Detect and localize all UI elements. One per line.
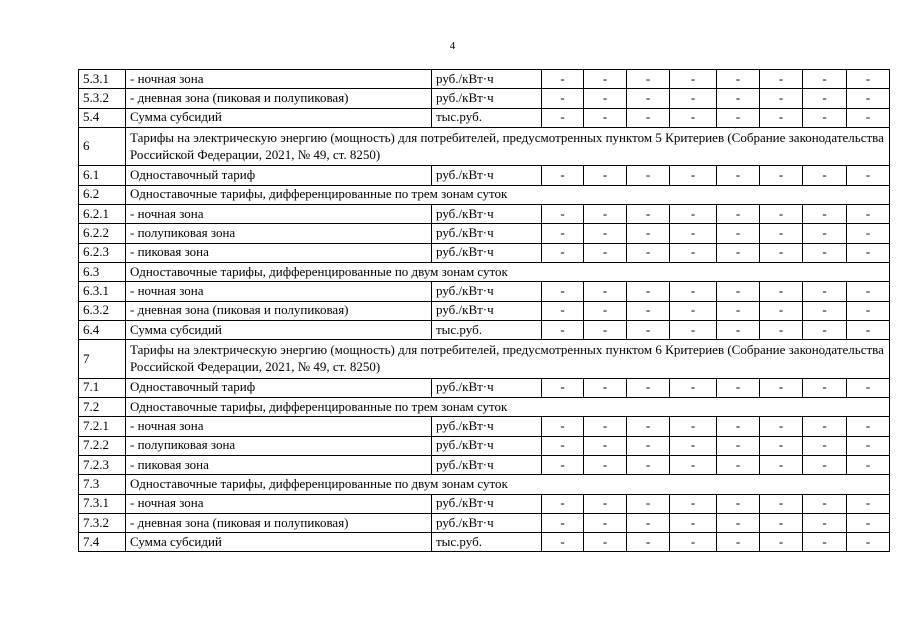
value-cell: - (542, 282, 584, 301)
value-cell: - (717, 494, 760, 513)
row-number: 7 (79, 340, 126, 379)
row-name: - ночная зона (126, 494, 432, 513)
row-unit: руб./кВт·ч (432, 417, 542, 436)
table-row (79, 378, 890, 397)
row-number: 6.2.3 (79, 243, 126, 262)
value-cell: - (717, 70, 760, 89)
row-unit: тыс.руб. (432, 320, 542, 339)
value-cell: - (847, 494, 890, 513)
value-cell: - (627, 436, 670, 455)
row-unit: руб./кВт·ч (432, 282, 542, 301)
row-number: 7.3.1 (79, 494, 126, 513)
table-row (79, 436, 890, 455)
value-cell: - (584, 513, 627, 532)
value-cell: - (584, 455, 627, 474)
value-cell: - (670, 243, 717, 262)
value-cell: - (670, 494, 717, 513)
row-name: - ночная зона (126, 70, 432, 89)
row-number: 7.2.3 (79, 455, 126, 474)
table-row (79, 205, 890, 224)
row-name: - полупиковая зона (126, 224, 432, 243)
value-cell: - (803, 205, 847, 224)
table-body (79, 70, 890, 552)
value-cell: - (627, 166, 670, 185)
value-cell: - (760, 243, 803, 262)
value-cell: - (847, 436, 890, 455)
value-cell: - (847, 108, 890, 127)
table-row (79, 224, 890, 243)
table-row (79, 475, 890, 494)
value-cell: - (627, 224, 670, 243)
value-cell: - (717, 224, 760, 243)
value-cell: - (670, 108, 717, 127)
row-unit: руб./кВт·ч (432, 455, 542, 474)
value-cell: - (670, 301, 717, 320)
value-cell: - (542, 166, 584, 185)
subsection-header-text: Одноставочные тарифы, дифференцированные по трем зонам суток (126, 185, 890, 204)
table-row (79, 108, 890, 127)
row-name: Сумма субсидий (126, 533, 432, 552)
value-cell: - (847, 533, 890, 552)
value-cell: - (584, 224, 627, 243)
value-cell: - (542, 455, 584, 474)
table-row (79, 262, 890, 281)
table-row (79, 494, 890, 513)
value-cell: - (847, 417, 890, 436)
value-cell: - (584, 417, 627, 436)
value-cell: - (717, 455, 760, 474)
value-cell: - (803, 282, 847, 301)
value-cell: - (627, 320, 670, 339)
row-number: 6.1 (79, 166, 126, 185)
row-name: - дневная зона (пиковая и полупиковая) (126, 89, 432, 108)
value-cell: - (542, 378, 584, 397)
value-cell: - (584, 89, 627, 108)
value-cell: - (584, 494, 627, 513)
row-number: 6.2.2 (79, 224, 126, 243)
value-cell: - (627, 108, 670, 127)
row-unit: руб./кВт·ч (432, 301, 542, 320)
row-number: 6.2.1 (79, 205, 126, 224)
value-cell: - (542, 417, 584, 436)
value-cell: - (627, 301, 670, 320)
table-row (79, 513, 890, 532)
table-row (79, 398, 890, 417)
value-cell: - (542, 320, 584, 339)
value-cell: - (803, 301, 847, 320)
value-cell: - (803, 166, 847, 185)
row-number: 6.3.2 (79, 301, 126, 320)
value-cell: - (847, 455, 890, 474)
value-cell: - (670, 320, 717, 339)
row-name: - дневная зона (пиковая и полупиковая) (126, 513, 432, 532)
row-name: - пиковая зона (126, 243, 432, 262)
value-cell: - (670, 455, 717, 474)
value-cell: - (847, 166, 890, 185)
value-cell: - (670, 89, 717, 108)
row-name: Сумма субсидий (126, 108, 432, 127)
value-cell: - (803, 533, 847, 552)
table-row (79, 282, 890, 301)
value-cell: - (670, 378, 717, 397)
row-number: 6.2 (79, 185, 126, 204)
row-unit: руб./кВт·ч (432, 243, 542, 262)
row-unit: руб./кВт·ч (432, 166, 542, 185)
row-unit: руб./кВт·ч (432, 224, 542, 243)
row-name: - ночная зона (126, 417, 432, 436)
row-number: 5.3.1 (79, 70, 126, 89)
table-row (79, 166, 890, 185)
value-cell: - (717, 243, 760, 262)
value-cell: - (627, 513, 670, 532)
value-cell: - (717, 205, 760, 224)
row-unit: руб./кВт·ч (432, 205, 542, 224)
row-number: 7.3 (79, 475, 126, 494)
value-cell: - (584, 282, 627, 301)
row-unit: руб./кВт·ч (432, 89, 542, 108)
row-number: 7.1 (79, 378, 126, 397)
value-cell: - (627, 455, 670, 474)
row-number: 5.3.2 (79, 89, 126, 108)
row-name: - ночная зона (126, 205, 432, 224)
value-cell: - (627, 533, 670, 552)
value-cell: - (542, 243, 584, 262)
row-unit: тыс.руб. (432, 533, 542, 552)
value-cell: - (584, 320, 627, 339)
row-unit: руб./кВт·ч (432, 378, 542, 397)
value-cell: - (760, 417, 803, 436)
value-cell: - (542, 205, 584, 224)
value-cell: - (760, 70, 803, 89)
value-cell: - (760, 301, 803, 320)
table-row (79, 185, 890, 204)
row-number: 6 (79, 127, 126, 166)
row-name: - ночная зона (126, 282, 432, 301)
value-cell: - (847, 320, 890, 339)
value-cell: - (760, 89, 803, 108)
value-cell: - (717, 436, 760, 455)
tariff-table (78, 69, 890, 552)
row-name: - дневная зона (пиковая и полупиковая) (126, 301, 432, 320)
row-name: - полупиковая зона (126, 436, 432, 455)
value-cell: - (584, 108, 627, 127)
value-cell: - (584, 70, 627, 89)
value-cell: - (670, 282, 717, 301)
value-cell: - (803, 513, 847, 532)
value-cell: - (847, 243, 890, 262)
value-cell: - (627, 494, 670, 513)
value-cell: - (803, 378, 847, 397)
row-number: 7.2 (79, 398, 126, 417)
value-cell: - (627, 243, 670, 262)
value-cell: - (760, 494, 803, 513)
value-cell: - (760, 533, 803, 552)
value-cell: - (584, 205, 627, 224)
row-number: 6.3.1 (79, 282, 126, 301)
value-cell: - (670, 166, 717, 185)
subsection-header-text: Одноставочные тарифы, дифференцированные по трем зонам суток (126, 398, 890, 417)
row-name: Сумма субсидий (126, 320, 432, 339)
value-cell: - (717, 533, 760, 552)
value-cell: - (670, 224, 717, 243)
value-cell: - (584, 533, 627, 552)
row-unit: тыс.руб. (432, 108, 542, 127)
value-cell: - (803, 224, 847, 243)
row-name: Одноставочный тариф (126, 166, 432, 185)
value-cell: - (760, 513, 803, 532)
value-cell: - (717, 513, 760, 532)
value-cell: - (760, 378, 803, 397)
table-row (79, 533, 890, 552)
row-number: 6.3 (79, 262, 126, 281)
value-cell: - (803, 243, 847, 262)
value-cell: - (717, 108, 760, 127)
row-number: 7.3.2 (79, 513, 126, 532)
value-cell: - (542, 70, 584, 89)
value-cell: - (542, 494, 584, 513)
value-cell: - (760, 166, 803, 185)
value-cell: - (542, 513, 584, 532)
row-name: Одноставочный тариф (126, 378, 432, 397)
table-row (79, 89, 890, 108)
value-cell: - (803, 455, 847, 474)
value-cell: - (847, 224, 890, 243)
value-cell: - (803, 108, 847, 127)
value-cell: - (717, 378, 760, 397)
table-row (79, 70, 890, 89)
value-cell: - (760, 320, 803, 339)
value-cell: - (670, 417, 717, 436)
table-row (79, 243, 890, 262)
value-cell: - (847, 282, 890, 301)
value-cell: - (717, 301, 760, 320)
value-cell: - (627, 282, 670, 301)
value-cell: - (803, 320, 847, 339)
table-row (79, 320, 890, 339)
value-cell: - (542, 108, 584, 127)
value-cell: - (584, 166, 627, 185)
value-cell: - (627, 417, 670, 436)
value-cell: - (847, 89, 890, 108)
value-cell: - (803, 70, 847, 89)
value-cell: - (803, 494, 847, 513)
value-cell: - (584, 243, 627, 262)
row-name: - пиковая зона (126, 455, 432, 474)
row-number: 6.4 (79, 320, 126, 339)
section-header-text: Тарифы на электрическую энергию (мощность) для потребителей, предусмотренных пунктом 5 Критериев (Собрание законодательства Российской Федерации, 2021, № 49, ст. 8250) (126, 127, 890, 166)
table-row (79, 127, 890, 166)
table-row (79, 340, 890, 379)
row-number: 5.4 (79, 108, 126, 127)
value-cell: - (584, 301, 627, 320)
value-cell: - (584, 436, 627, 455)
value-cell: - (670, 513, 717, 532)
value-cell: - (542, 533, 584, 552)
value-cell: - (627, 205, 670, 224)
value-cell: - (627, 378, 670, 397)
value-cell: - (803, 417, 847, 436)
value-cell: - (847, 205, 890, 224)
value-cell: - (760, 205, 803, 224)
value-cell: - (627, 89, 670, 108)
value-cell: - (803, 89, 847, 108)
value-cell: - (847, 378, 890, 397)
value-cell: - (670, 70, 717, 89)
value-cell: - (542, 436, 584, 455)
row-unit: руб./кВт·ч (432, 494, 542, 513)
value-cell: - (717, 320, 760, 339)
value-cell: - (847, 301, 890, 320)
value-cell: - (760, 224, 803, 243)
value-cell: - (542, 89, 584, 108)
value-cell: - (803, 436, 847, 455)
table-row (79, 455, 890, 474)
value-cell: - (717, 166, 760, 185)
value-cell: - (717, 89, 760, 108)
value-cell: - (542, 224, 584, 243)
row-unit: руб./кВт·ч (432, 436, 542, 455)
value-cell: - (670, 533, 717, 552)
value-cell: - (670, 205, 717, 224)
row-number: 7.2.1 (79, 417, 126, 436)
table-row (79, 301, 890, 320)
page-number: 4 (449, 40, 456, 52)
section-header-text: Тарифы на электрическую энергию (мощность) для потребителей, предусмотренных пунктом 6 Критериев (Собрание законодательства Российской Федерации, 2021, № 49, ст. 8250) (126, 340, 890, 379)
value-cell: - (760, 282, 803, 301)
row-number: 7.4 (79, 533, 126, 552)
value-cell: - (760, 436, 803, 455)
value-cell: - (670, 436, 717, 455)
value-cell: - (717, 282, 760, 301)
value-cell: - (717, 417, 760, 436)
row-unit: руб./кВт·ч (432, 513, 542, 532)
value-cell: - (584, 378, 627, 397)
value-cell: - (760, 108, 803, 127)
value-cell: - (847, 513, 890, 532)
table-row (79, 417, 890, 436)
row-number: 7.2.2 (79, 436, 126, 455)
value-cell: - (627, 70, 670, 89)
row-unit: руб./кВт·ч (432, 70, 542, 89)
value-cell: - (760, 455, 803, 474)
subsection-header-text: Одноставочные тарифы, дифференцированные по двум зонам суток (126, 262, 890, 281)
subsection-header-text: Одноставочные тарифы, дифференцированные по двум зонам суток (126, 475, 890, 494)
value-cell: - (542, 301, 584, 320)
value-cell: - (847, 70, 890, 89)
